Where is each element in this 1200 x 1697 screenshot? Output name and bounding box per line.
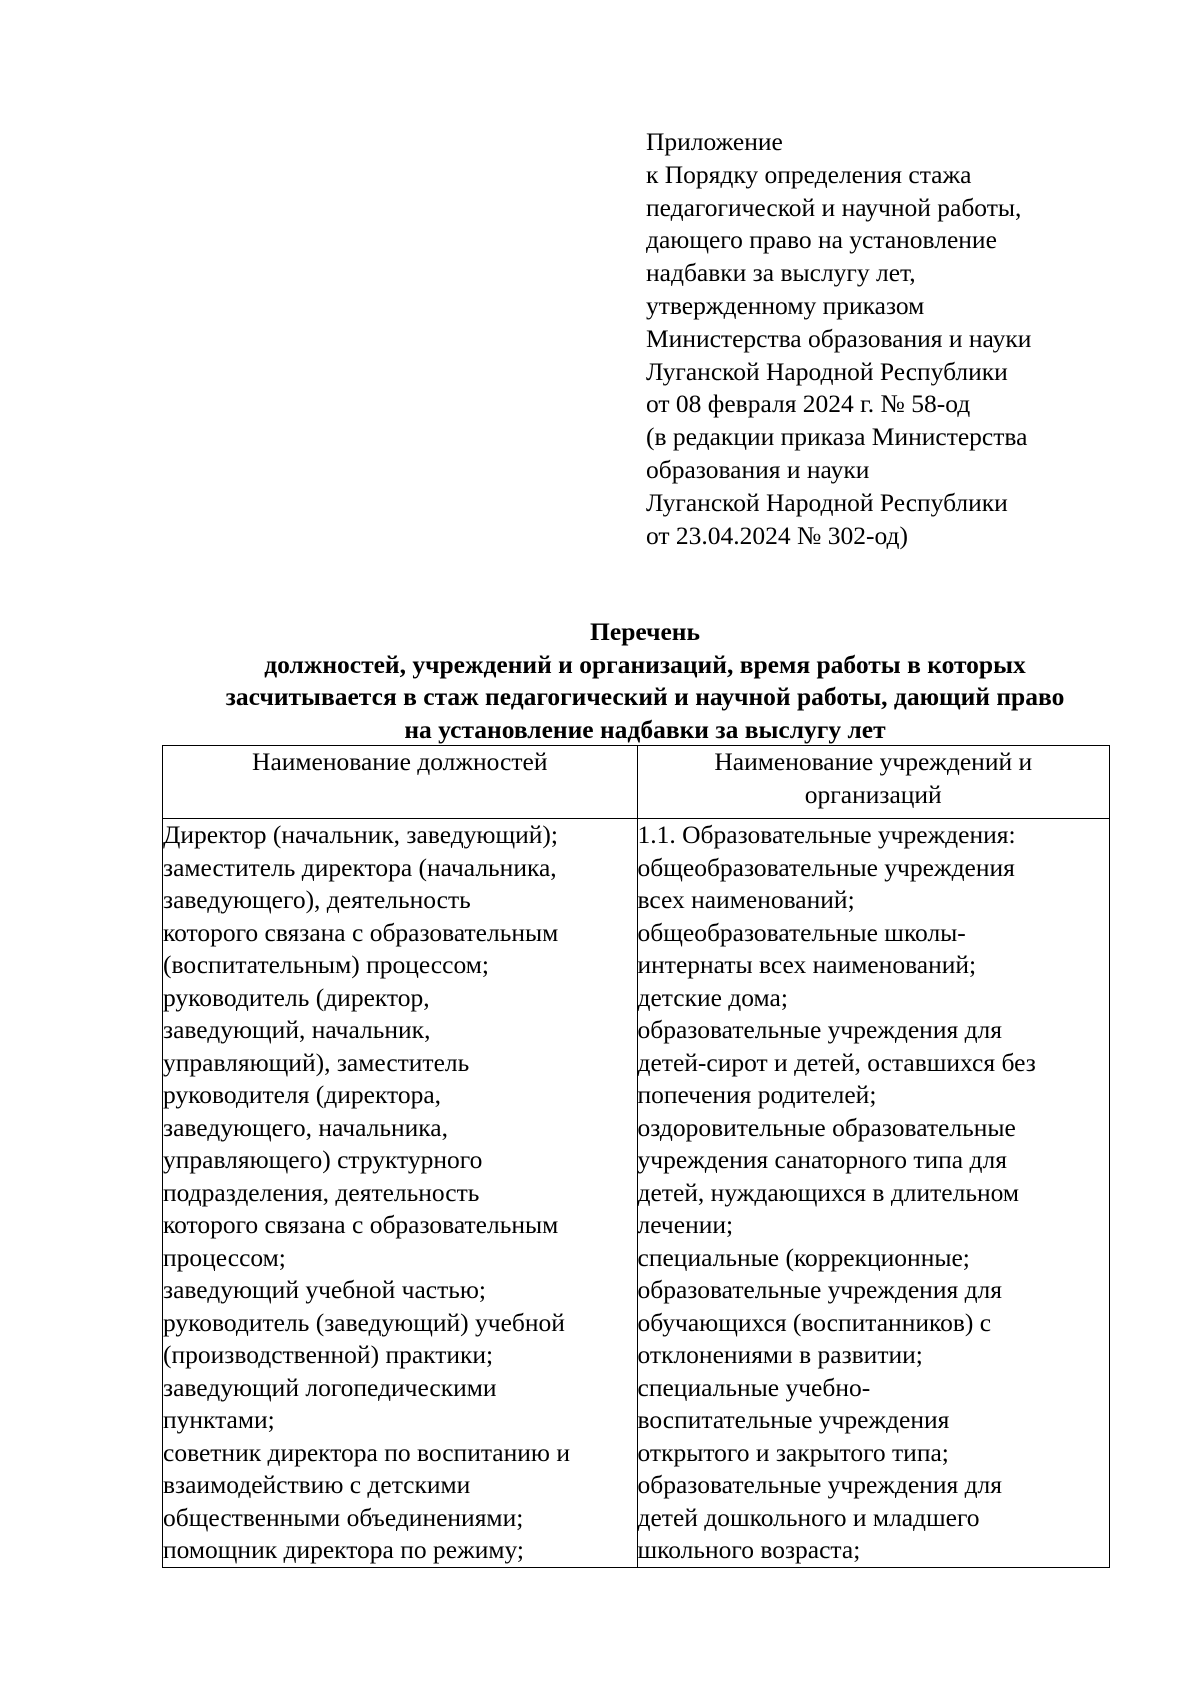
institution-line: детей дошкольного и младшего [637, 1502, 980, 1532]
position-line: управляющий), заместитель [163, 1047, 470, 1077]
position-line: помощник директора по режиму; [163, 1535, 524, 1564]
institutions-cell [637, 819, 1109, 1568]
annex-line: Луганской Народной Республики [646, 356, 1008, 386]
header-text: организаций [804, 779, 942, 809]
position-line: заведующий учебной частью; [163, 1275, 486, 1304]
position-line: заведующий, начальник, [163, 1015, 431, 1044]
header-positions [163, 746, 638, 819]
institution-line: воспитательные учреждения [637, 1405, 950, 1434]
annex-line: (в редакции приказа Министерства [646, 422, 1028, 452]
institution-line: учреждения санаторного типа для [637, 1145, 1007, 1174]
position-line: пунктами; [163, 1405, 275, 1434]
position-line: которого связана с образовательным [163, 917, 559, 947]
institution-line: попечения родителей; [637, 1080, 877, 1109]
header-institutions [637, 746, 1109, 819]
position-line: советник директора по воспитанию и [163, 1437, 570, 1467]
document-heading [0, 616, 1200, 746]
institution-line: обучающихся (воспитанников) с [637, 1307, 992, 1337]
institution-line: 1.1. Образовательные учреждения: [637, 820, 1016, 849]
institution-line: лечении; [637, 1210, 734, 1239]
institution-line: всех наименований; [637, 885, 855, 914]
header-text: Наименование должностей [252, 747, 548, 776]
position-line: (производственной) практики; [163, 1340, 494, 1369]
position-line: заместитель директора (начальника, [163, 852, 557, 882]
position-line: (воспитательным) процессом; [163, 950, 489, 979]
institution-line: отклонениями в развитии; [637, 1340, 923, 1369]
institution-line: образовательные учреждения для [637, 1470, 1003, 1499]
position-line: заведующего), деятельность [163, 885, 471, 914]
institution-line: открытого и закрытого типа; [637, 1437, 949, 1467]
heading-line: Перечень [590, 617, 700, 646]
annex-line: надбавки за выслугу лет, [646, 258, 916, 288]
position-line: заведующего, начальника, [163, 1112, 448, 1142]
heading-line: засчитывается в стаж педагогический и научной работы, дающий право [225, 682, 1065, 711]
annex-reference-block [646, 126, 1146, 552]
institution-line: школьного возраста; [637, 1535, 861, 1564]
institution-line: специальные (коррекционные; [637, 1242, 970, 1272]
institution-line: оздоровительные образовательные [637, 1112, 1016, 1142]
institution-line: детей, нуждающихся в длительном [637, 1177, 1020, 1207]
position-line: руководитель (директор, [163, 982, 430, 1012]
position-line: подразделения, деятельность [163, 1177, 480, 1207]
institution-line: детей-сирот и детей, оставшихся без [637, 1047, 1036, 1077]
positions-table [162, 745, 1110, 1568]
table-header-row [163, 746, 1110, 819]
heading-line: на установление надбавки за выслугу лет [404, 714, 886, 744]
institution-line: детские дома; [637, 982, 788, 1012]
position-line: Директор (начальник, заведующий); [163, 820, 558, 849]
institution-line: общеобразовательные школы- [637, 917, 966, 947]
annex-line: дающего право на установление [646, 225, 997, 255]
institution-line: специальные учебно- [637, 1372, 871, 1402]
annex-line: Приложение [646, 127, 783, 156]
position-line: заведующий логопедическими [163, 1372, 497, 1402]
institution-line: образовательные учреждения для [637, 1015, 1003, 1044]
institution-line: общеобразовательные учреждения [637, 852, 1015, 882]
heading-line: должностей, учреждений и организаций, время работы в которых [264, 649, 1026, 679]
institution-line: интернаты всех наименований; [637, 950, 977, 979]
position-line: процессом; [163, 1242, 286, 1272]
annex-line: образования и науки [646, 454, 870, 484]
annex-line: от 08 февраля 2024 г. № 58-од [646, 389, 971, 419]
position-line: управляющего) структурного [163, 1145, 483, 1174]
annex-line: утвержденному приказом [646, 290, 925, 320]
position-line: руководитель (заведующий) учебной [163, 1307, 565, 1337]
annex-line: Луганской Народной Республики [646, 487, 1008, 517]
positions-cell [163, 819, 638, 1568]
header-text: Наименование учреждений и [714, 747, 1033, 776]
annex-line: Министерства образования и науки [646, 323, 1032, 353]
annex-line: педагогической и научной работы, [646, 192, 1022, 222]
position-line: взаимодействию с детскими [163, 1470, 471, 1499]
annex-line: от 23.04.2024 № 302-од) [646, 520, 908, 550]
position-line: руководителя (директора, [163, 1080, 442, 1109]
table-row [163, 819, 1110, 1568]
annex-line: к Порядку определения стажа [646, 159, 972, 189]
institution-line: образовательные учреждения для [637, 1275, 1003, 1304]
position-line: общественными объединениями; [163, 1502, 524, 1532]
position-line: которого связана с образовательным [163, 1210, 559, 1239]
